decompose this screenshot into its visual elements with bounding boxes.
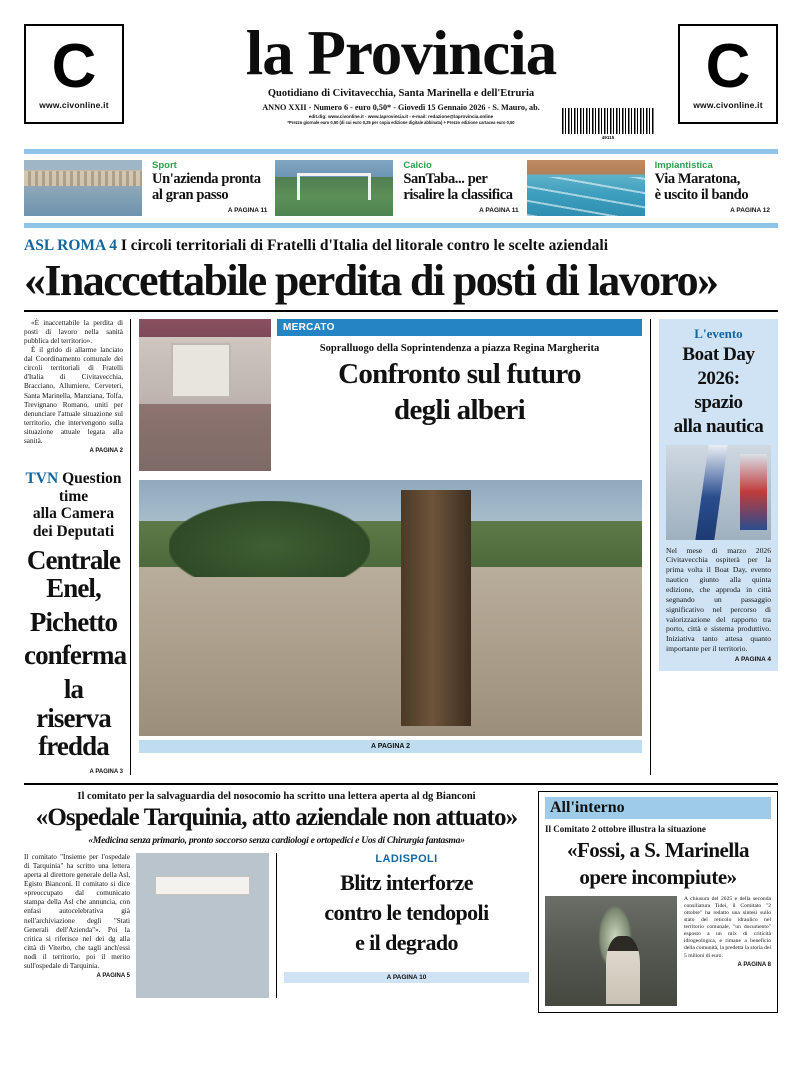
teaser-impiantistica[interactable] (645, 160, 778, 216)
logo-letter-icon-right: C (705, 31, 751, 101)
tvn-headline-l3: conferma (24, 640, 127, 671)
teaser-headline-calcio-l2: risalire la classifica (403, 187, 513, 204)
allinterno-headline-l1: «Fossi, a S. Marinella (566, 837, 750, 862)
teaser-kicker-impiantistica: Impiantistica (654, 160, 713, 171)
allinterno-subtitle: Il Comitato 2 ottobre illustra la situazione (545, 823, 706, 834)
teaser-headline-calcio-l1: SanTaba... per (403, 171, 488, 187)
ospedale-subtitle: «Medicina senza primario, pronto soccorso senza cardiologi e ortopedici e Uos di Chirurgia fantasma» (88, 835, 465, 847)
main-three-column-area (24, 319, 778, 775)
left-page-ref: A PAGINA 2 (89, 447, 123, 454)
ospedale-headline: «Ospedale Tarquinia, atto aziendale non attuato» (35, 803, 518, 831)
left-paragraph-2: È il grido di allarme lanciato dal Coordinamento comunale dei circoli territoriali di Fratelli d'Italia di Civitavecchia, Bracciano, Allumiere, Cerveteri, Santa Marinella, Manziana, Tolfa, Trevignano Romano, uniti per denunciare l'attuale situazione sul territorio, che intervengono sulla situazione attuale legata alla sanità. (24, 346, 123, 445)
tvn-page-ref: A PAGINA 3 (89, 768, 123, 775)
teaser-page-calcio: A PAGINA 11 (479, 206, 519, 214)
tvn-kicker-label: TVN (25, 469, 59, 487)
piazza-trees-photo (139, 480, 642, 736)
tvn-kicker (24, 470, 123, 505)
lead-headline: «Inaccettabile perdita di posti di lavoro» (24, 256, 718, 306)
soccer-players-photo (275, 160, 393, 216)
evento-headline-l3: spazio (694, 391, 743, 413)
allinterno-box[interactable] (538, 791, 778, 1013)
teaser-sport[interactable] (142, 160, 275, 216)
ospedale-page-ref: A PAGINA 5 (96, 972, 130, 979)
logo-letter-icon: C (51, 31, 97, 101)
strip-rule-divider (24, 223, 778, 228)
masthead-contact-line: edit.dig: www.civonline.it - www.laprovincia.it - e-mail: redazione@laprovincia.online (308, 113, 494, 119)
ospedale-columns (24, 853, 529, 998)
section-badge-allinterno: All'interno (545, 797, 771, 819)
section-badge-mercato: MERCATO (277, 319, 642, 336)
tvn-kicker-l2: alla Camera dei Deputati (32, 505, 115, 540)
allinterno-headline-l2: opere incompiute» (579, 865, 737, 890)
swimming-pool-photo (527, 160, 645, 216)
teaser-kicker-calcio: Calcio (403, 160, 432, 171)
allinterno-body: A chiusura del 2025 e della seconda consiliatura Tidei, il Comitato "2 ottobre" ha redatto una sintesi sullo stato del reticolo idraulico nel territorio comunale, "un documento" esposto a un mix di criticità idrogeologica, e rimane a beneficio della comunità, la predetta la storia dei 5 milioni di euro. (684, 896, 771, 959)
tvn-headline-l2: Pichetto (29, 606, 118, 637)
barcode-bars-icon (562, 108, 654, 134)
lower-section (24, 791, 778, 1013)
logo-left[interactable] (24, 24, 124, 124)
lead-kicker-text: I circoli territoriali di Fratelli d'Italia del litorale contro le scelte aziendali (120, 237, 609, 254)
aerial-coastline-photo (24, 160, 142, 216)
ladispoli-story[interactable] (276, 853, 529, 998)
center-column (131, 319, 650, 775)
left-paragraph-1: «È inaccettabile la perdita di posti di lavoro nella sanità pubblica del territorio». (24, 319, 123, 346)
top-teaser-strip (24, 160, 778, 216)
teaser-headline-impiantistica-l1: Via Maratona, (654, 171, 740, 187)
allinterno-content-row (545, 896, 771, 1006)
left-column (24, 319, 131, 775)
tvn-headline-l4: la riserva fredda (36, 673, 111, 762)
masthead (0, 0, 802, 145)
allinterno-page-ref: A PAGINA 8 (737, 961, 771, 968)
teaser-page-impiantistica: A PAGINA 12 (730, 206, 770, 214)
teaser-headline-impiantistica-l2: è uscito il bando (654, 187, 749, 204)
ladispoli-headline-l2: contro le tendopoli (324, 899, 489, 925)
asl-roma-4-entrance-photo (139, 319, 271, 471)
teaser-calcio[interactable] (393, 160, 526, 216)
ospedale-text-column (24, 853, 136, 998)
masthead-price-note: *Prezzo giornale euro 0,50 (di cui euro 0,25 per copia edizione digitale abbinata) + Prezzo edizione cartacea euro 0,50 (287, 119, 515, 125)
evento-body: Nel mese di marzo 2026 Civitavecchia ospiterà per la prima volta il Boat Day, evento nautico giunto alla quinta edizione, che approda in città segnando un passaggio significativo nel percorso di valorizzazione del rapporto tra porto, città e sistema produttivo. Iniziativa tanto attesa quanto importante per il territorio. (666, 545, 771, 654)
ladispoli-page-ref: A PAGINA 10 (284, 972, 529, 983)
tvn-headline-l1: Centrale Enel, (26, 544, 121, 604)
lead-kicker-label: ASL ROMA 4 (24, 237, 118, 254)
teaser-headline-sport-l2: al gran passo (152, 187, 229, 204)
mid-rule-divider (24, 783, 778, 785)
evento-headline-l4: alla nautica (673, 415, 764, 437)
mercato-subtitle: Sopralluogo della Soprintendenza a piazza Regina Margherita (319, 343, 600, 355)
right-column (650, 319, 778, 775)
logo-url-left: www.civonline.it (39, 100, 109, 111)
canal-inspection-photo (545, 896, 677, 1006)
top-rule-divider (24, 149, 778, 154)
masthead-issue-line: ANNO XXII - Numero 6 - euro 0,50* - Giovedì 15 Gennaio 2026 - S. Mauro, ab. (262, 102, 540, 112)
teaser-page-sport: A PAGINA 11 (227, 206, 268, 214)
barcode (562, 108, 654, 140)
ladispoli-headline-l3: e il degrado (355, 929, 458, 955)
ladispoli-headline-l1: Blitz interforze (340, 870, 473, 896)
evento-story[interactable] (659, 319, 778, 671)
tvn-story[interactable] (24, 469, 127, 775)
lead-story-header[interactable] (24, 237, 778, 306)
mercato-headline-l2: degli alberi (394, 394, 525, 427)
evento-kicker: L'evento (694, 326, 743, 342)
mercato-headline-l1: Confronto sul futuro (338, 358, 581, 391)
teaser-headline-sport-l1: Un'azienda pronta (152, 171, 261, 187)
evento-headline-l2: 2026: (697, 367, 740, 389)
barcode-number: 49115 (601, 135, 615, 140)
allinterno-body-wrap (684, 896, 771, 1006)
ospedale-gate-photo (136, 853, 269, 998)
masthead-subtitle: Quotidiano di Civitavecchia, Santa Marinella e dell'Etruria (267, 87, 535, 99)
mercato-page-ref: A PAGINA 2 (139, 740, 642, 753)
ospedale-kicker: Il comitato per la salvaguardia del nosocomio ha scritto una lettera aperta al dg Bianconi (77, 790, 476, 802)
ospedale-photo-column (136, 853, 276, 998)
logo-url-right: www.civonline.it (693, 100, 763, 111)
boat-day-flags-photo (666, 445, 771, 540)
teaser-kicker-sport: Sport (152, 160, 177, 171)
tvn-kicker-l1: Question time (58, 469, 122, 505)
lead-rule-divider (24, 310, 778, 312)
evento-page-ref: A PAGINA 4 (734, 656, 771, 664)
evento-headline-l1: Boat Day (682, 344, 755, 366)
ladispoli-kicker: LADISPOLI (375, 853, 438, 866)
page-title: la Provincia (245, 18, 557, 88)
ospedale-story[interactable] (24, 791, 538, 1013)
lead-kicker (24, 237, 778, 254)
left-column-body (24, 319, 123, 446)
ospedale-body: Il comitato "Insieme per l'ospedale di Tarquinia" ha scritto una lettera aperta al direttore generale della Asl, Egisto Bianconi. Il comitato si dice «preoccupato dal comunicato stampa della Asl che annuncia, con enfasi autocelebrativa già nell'archiviazione degli "Stati Generali dell'Azienda"». Poi la critica si riferisce nel dei dg alla città di Viterbo, che tagli anch'essi nodi il territorio, poi il merito sull'ospedale di Tarquinia. (24, 853, 130, 970)
logo-right[interactable] (678, 24, 778, 124)
